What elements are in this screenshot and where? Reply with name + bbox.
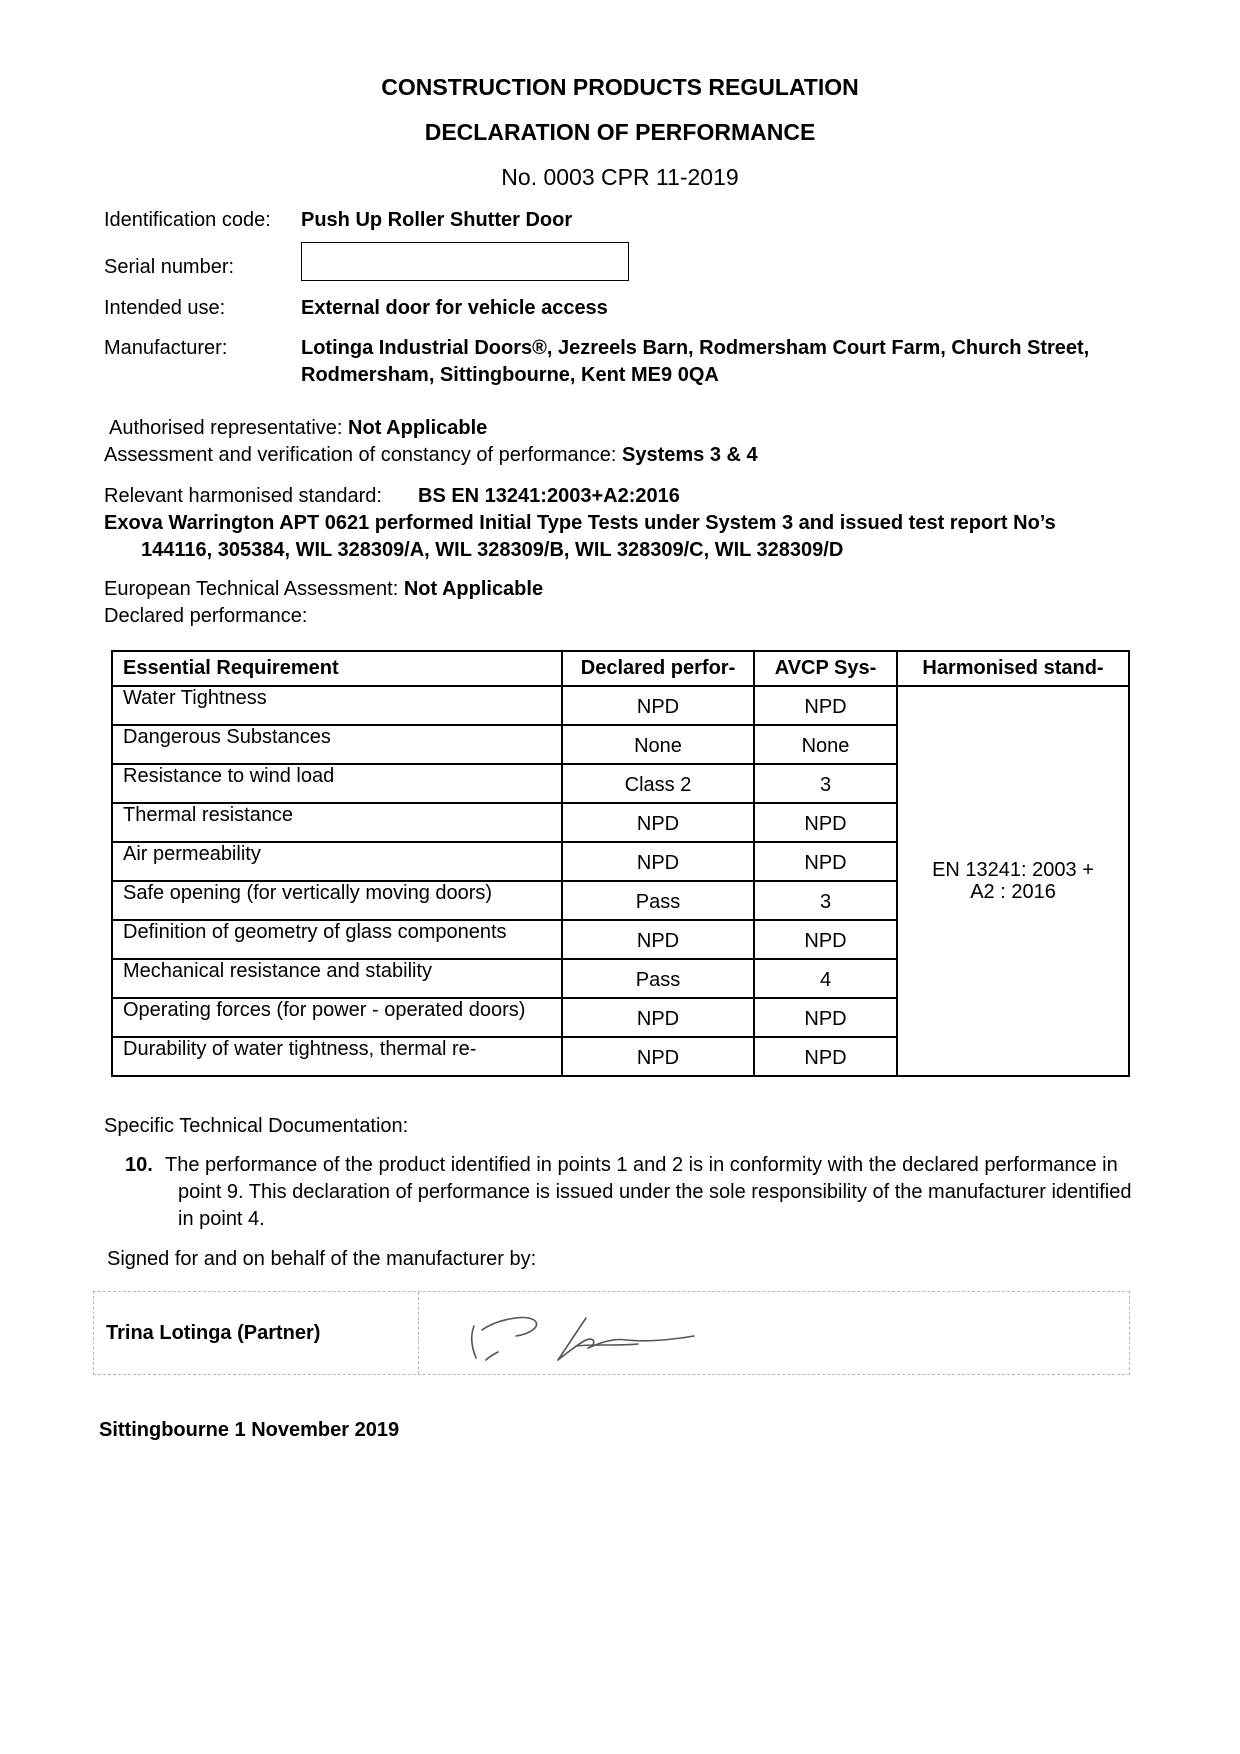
signature-box: [93, 1291, 1130, 1375]
regulation-heading: CONSTRUCTION PRODUCTS REGULATION: [381, 74, 859, 100]
requirement-cell: Air permeability: [112, 842, 562, 881]
avcp-cell: NPD: [754, 686, 897, 725]
signature-image: [446, 1300, 766, 1370]
conformity-line3: in point 4.: [178, 1208, 265, 1230]
eta-statement: [104, 578, 543, 601]
header-harmonised-standard: Harmonised stand-: [897, 651, 1129, 686]
requirement-cell: Dangerous Substances: [112, 725, 562, 764]
avcp-cell: NPD: [754, 998, 897, 1037]
table-row: [112, 686, 1129, 725]
avcp-cell: 3: [754, 881, 897, 920]
declared-cell: NPD: [562, 1037, 754, 1076]
conformity-line1: The performance of the product identified in points 1 and 2 is in conformity with the declared performance in: [165, 1154, 1118, 1176]
avcp-cell: 4: [754, 959, 897, 998]
declared-cell: Pass: [562, 959, 754, 998]
declared-cell: NPD: [562, 998, 754, 1037]
declared-cell: Pass: [562, 881, 754, 920]
avcp-statement: [104, 444, 758, 467]
header-avcp-system: AVCP Sys-: [754, 651, 897, 686]
manufacturer-address-line1: Lotinga Industrial Doors®, Jezreels Barn, Rodmersham Court Farm, Church Street,: [301, 337, 1090, 359]
declared-cell: NPD: [562, 842, 754, 881]
requirement-cell: Resistance to wind load: [112, 764, 562, 803]
technical-documentation-label: Specific Technical Documentation:: [104, 1115, 409, 1137]
place-and-date: Sittingbourne 1 November 2019: [99, 1419, 400, 1441]
document-title: DECLARATION OF PERFORMANCE: [424, 119, 816, 145]
avcp-cell: NPD: [754, 803, 897, 842]
harmonised-standard-cell: [897, 686, 1129, 1076]
declared-cell: NPD: [562, 686, 754, 725]
avcp-cell: NPD: [754, 842, 897, 881]
table-header-row: [112, 651, 1129, 686]
requirement-cell: Safe opening (for vertically moving doors): [112, 881, 562, 920]
standard-label: Relevant harmonised standard:: [104, 485, 382, 507]
document-number: No. 0003 CPR 11-2019: [501, 164, 739, 190]
eta-label: European Technical Assessment:: [104, 578, 404, 600]
test-report-line1: Exova Warrington APT 0621 performed Initial Type Tests under System 3 and issued test report No’s: [104, 512, 1056, 534]
declared-cell: NPD: [562, 803, 754, 842]
avcp-cell: 3: [754, 764, 897, 803]
point-number: 10.: [125, 1154, 153, 1176]
header-essential-requirement: Essential Requirement: [112, 651, 562, 686]
avcp-cell: NPD: [754, 1037, 897, 1076]
authorised-representative: [109, 417, 487, 440]
test-report-line2: 144116, 305384, WIL 328309/A, WIL 328309/B, WIL 328309/C, WIL 328309/D: [141, 539, 844, 561]
conformity-line2: point 9. This declaration of performance is issued under the sole responsibility of the manufacturer identified: [178, 1181, 1132, 1203]
declared-performance-table: [111, 650, 1130, 1077]
avcp-value: Systems 3 & 4: [622, 444, 758, 466]
requirement-cell: Definition of geometry of glass components: [112, 920, 562, 959]
identification-value: Push Up Roller Shutter Door: [301, 209, 573, 231]
intended-use-value: External door for vehicle access: [301, 297, 608, 319]
standard-cell-line1: EN 13241: 2003 +: [932, 859, 1094, 881]
requirement-cell: Durability of water tightness, thermal re-: [112, 1037, 562, 1076]
manufacturer-address-line2: Rodmersham, Sittingbourne, Kent ME9 0QA: [301, 364, 719, 386]
intended-use-label: Intended use:: [104, 297, 226, 319]
signature-divider: [418, 1292, 419, 1374]
authorised-label: Authorised representative:: [109, 417, 349, 439]
avcp-cell: NPD: [754, 920, 897, 959]
standard-cell-line2: A2 : 2016: [970, 881, 1056, 903]
avcp-label: Assessment and verification of constancy of performance:: [104, 444, 623, 466]
eta-value: Not Applicable: [403, 578, 544, 600]
declared-cell: NPD: [562, 920, 754, 959]
header-declared-performance: Declared perfor-: [562, 651, 754, 686]
serial-number-field: [301, 242, 629, 281]
requirement-cell: Water Tightness: [112, 686, 562, 725]
authorised-value: Not Applicable: [348, 417, 488, 439]
signatory-name: Trina Lotinga (Partner): [106, 1322, 321, 1344]
standard-value: BS EN 13241:2003+A2:2016: [418, 485, 680, 507]
avcp-cell: None: [754, 725, 897, 764]
signed-by-label: Signed for and on behalf of the manufacturer by:: [107, 1248, 537, 1270]
declared-cell: None: [562, 725, 754, 764]
identification-label: Identification code:: [104, 209, 271, 231]
declared-performance-label: Declared performance:: [104, 605, 308, 627]
serial-label: Serial number:: [104, 256, 235, 278]
manufacturer-label: Manufacturer:: [104, 337, 228, 359]
requirement-cell: Operating forces (for power - operated doors): [112, 998, 562, 1037]
requirement-cell: Mechanical resistance and stability: [112, 959, 562, 998]
requirement-cell: Thermal resistance: [112, 803, 562, 842]
declared-cell: Class 2: [562, 764, 754, 803]
